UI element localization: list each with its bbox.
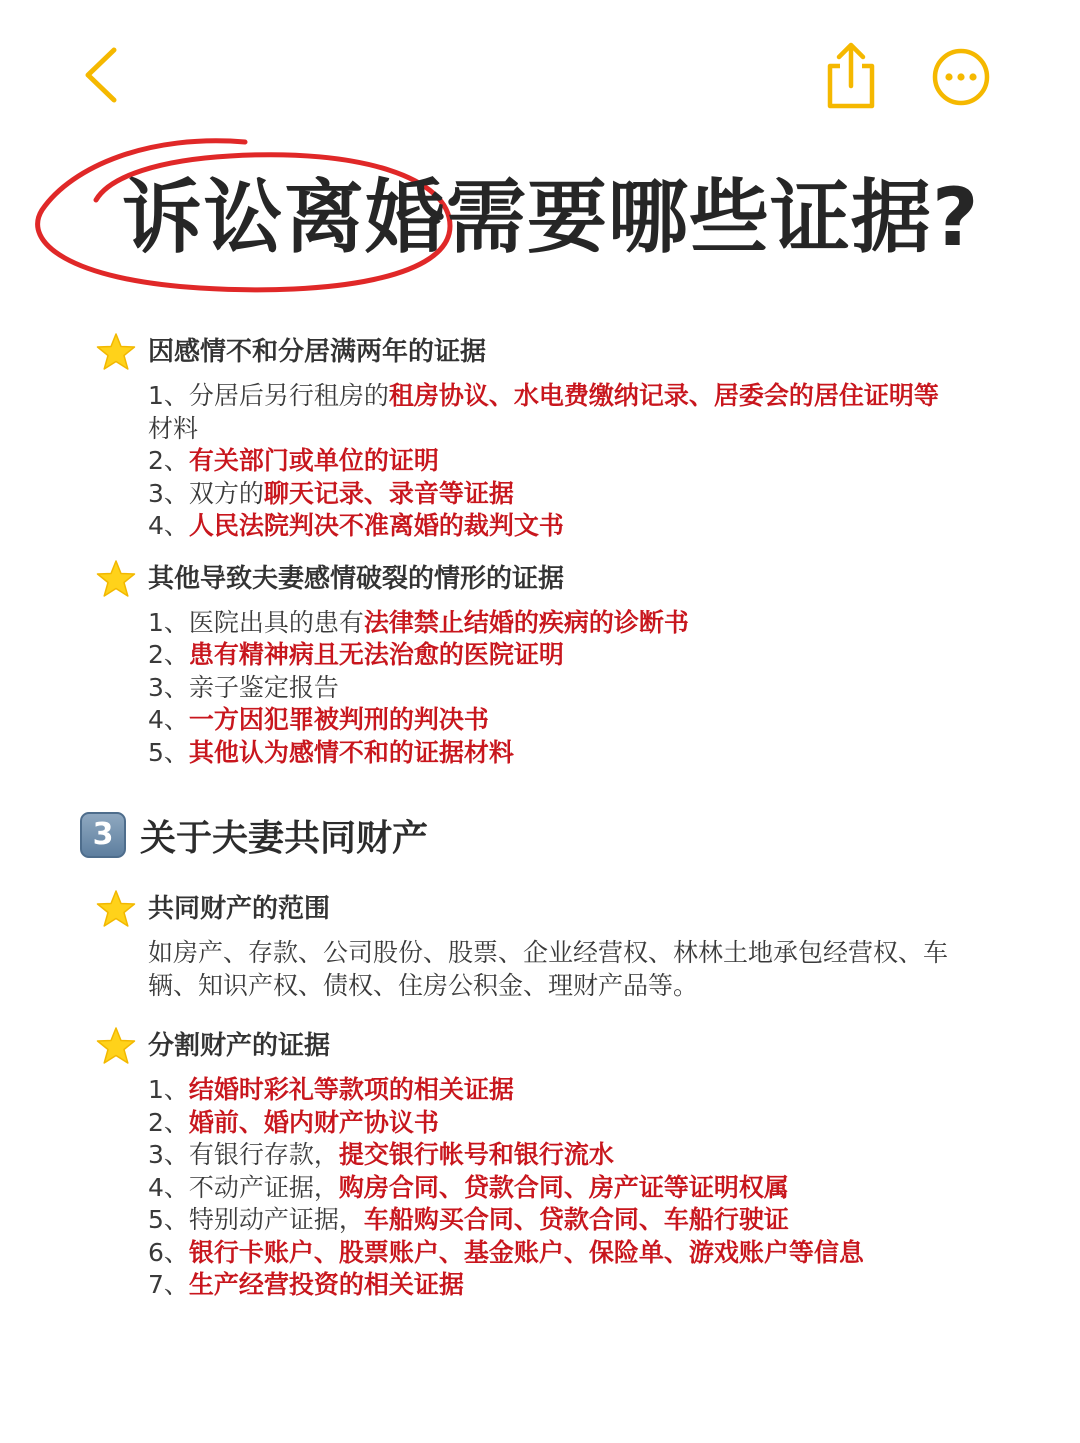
item-number: 3、 bbox=[148, 1140, 189, 1169]
highlight-text: 银行卡账户、股票账户、基金账户、保险单、游戏账户等信息 bbox=[188, 1237, 864, 1267]
evidence-list-breakdown bbox=[148, 607, 948, 770]
list-item bbox=[148, 737, 948, 770]
scope-paragraph: 如房产、存款、公司股份、股票、企业经营权、林林土地承包经营权、车辆、知识产权、债权、住房公积金、理财产品等。 bbox=[148, 938, 949, 1000]
item-number: 3、 bbox=[148, 478, 189, 508]
highlight-text: 一方因犯罪被判刑的判决书 bbox=[188, 705, 489, 734]
item-number: 1、 bbox=[148, 1075, 189, 1104]
item-number: 7、 bbox=[148, 1270, 189, 1299]
item-text: 亲子鉴定报告 bbox=[188, 672, 339, 702]
item-number: 2、 bbox=[148, 640, 189, 669]
highlight-text: 生产经营投资的相关证据 bbox=[188, 1270, 464, 1299]
item-number: 4、 bbox=[148, 1172, 189, 1202]
item-text: 双方的 bbox=[188, 478, 264, 508]
sub-heading-separation: 因感情不和分居满两年的证据 bbox=[96, 330, 1080, 374]
item-number: 4、 bbox=[148, 511, 189, 540]
item-number: 5、 bbox=[148, 737, 189, 767]
sub-heading-division: 分割财产的证据 bbox=[96, 1024, 1080, 1068]
highlight-text: 租房协议、水电费缴纳记录、居委会的居住证明等 bbox=[388, 381, 939, 410]
item-text: 医院出具的患有 bbox=[188, 607, 364, 637]
list-item bbox=[148, 1269, 948, 1302]
evidence-list-separation bbox=[148, 380, 948, 543]
title-area bbox=[30, 130, 1050, 300]
list-item bbox=[148, 1074, 948, 1107]
list-item bbox=[148, 1172, 948, 1205]
list-item bbox=[148, 672, 948, 705]
item-text: 分居后另行租房的 bbox=[188, 381, 389, 410]
highlight-text: 结婚时彩礼等款项的相关证据 bbox=[188, 1075, 514, 1104]
more-icon[interactable] bbox=[930, 46, 992, 108]
item-number: 3、 bbox=[148, 672, 189, 702]
highlight-text: 法律禁止结婚的疾病的诊断书 bbox=[363, 607, 689, 637]
page-title: 诉讼离婚需要哪些证据? bbox=[122, 171, 980, 264]
list-item bbox=[148, 510, 948, 543]
item-text: 不动产证据， bbox=[188, 1172, 339, 1202]
item-text: 特别动产证据， bbox=[188, 1205, 364, 1234]
sub-heading-scope: 共同财产的范围 bbox=[96, 887, 1080, 931]
top-bar bbox=[0, 0, 1080, 150]
star-icon bbox=[96, 332, 136, 372]
item-number: 1、 bbox=[148, 381, 189, 410]
sub-heading-breakdown: 其他导致夫妻感情破裂的情形的证据 bbox=[96, 557, 1080, 601]
content bbox=[0, 330, 1080, 1302]
list-item bbox=[148, 639, 948, 672]
item-number: 6、 bbox=[148, 1237, 189, 1267]
highlight-text: 聊天记录、录音等证据 bbox=[263, 478, 514, 508]
star-icon bbox=[96, 1026, 136, 1066]
list-item bbox=[148, 1107, 948, 1140]
keycap-number-icon: 3 bbox=[80, 812, 126, 858]
highlight-text: 婚前、婚内财产协议书 bbox=[188, 1107, 439, 1137]
highlight-text: 车船购买合同、贷款合同、车船行驶证 bbox=[363, 1205, 789, 1234]
item-text: 材料 bbox=[148, 413, 199, 443]
list-item bbox=[148, 1139, 948, 1172]
highlight-text: 患有精神病且无法治愈的医院证明 bbox=[188, 640, 564, 669]
item-number: 4、 bbox=[148, 705, 189, 734]
evidence-list-division bbox=[148, 1074, 948, 1302]
share-icon[interactable] bbox=[818, 40, 882, 110]
highlight-text: 提交银行帐号和银行流水 bbox=[338, 1140, 614, 1169]
list-item bbox=[148, 445, 948, 478]
section-heading-property: 3 关于夫妻共同财产 bbox=[80, 805, 1080, 865]
star-icon bbox=[96, 889, 136, 929]
item-number: 5、 bbox=[148, 1205, 189, 1234]
item-number: 2、 bbox=[148, 1107, 189, 1137]
star-icon bbox=[96, 559, 136, 599]
list-item bbox=[148, 1204, 948, 1237]
item-number: 1、 bbox=[148, 607, 189, 637]
item-text: 有银行存款， bbox=[188, 1140, 339, 1169]
highlight-text: 人民法院判决不准离婚的裁判文书 bbox=[188, 511, 564, 540]
list-item bbox=[148, 380, 948, 445]
list-item bbox=[148, 1237, 948, 1270]
list-item bbox=[148, 607, 948, 640]
item-number: 2、 bbox=[148, 446, 189, 475]
chevron-left-icon[interactable] bbox=[78, 44, 126, 106]
list-item bbox=[148, 704, 948, 737]
highlight-text: 有关部门或单位的证明 bbox=[188, 446, 439, 475]
highlight-text: 其他认为感情不和的证据材料 bbox=[188, 737, 514, 767]
list-item bbox=[148, 478, 948, 511]
highlight-text: 购房合同、贷款合同、房产证等证明权属 bbox=[338, 1172, 789, 1202]
